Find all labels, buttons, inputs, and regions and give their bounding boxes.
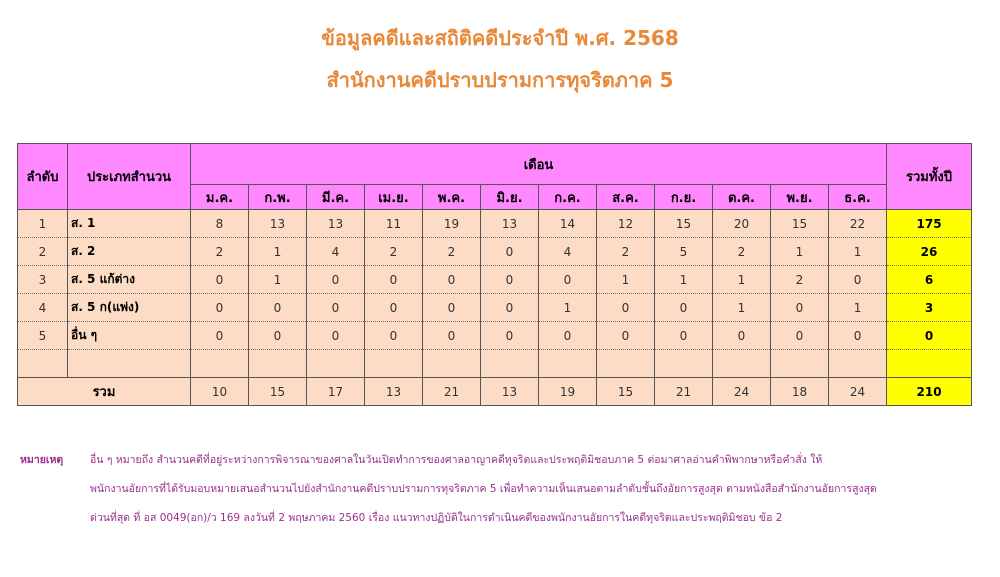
footnote-line-2: พนักงานอัยการที่ได้รับมอบหมายเสนอสำนวนไปยังสำนักงานคดีปราบปรามการทุจริตภาค 5 เพื่อทำความเห็นเสนอตามลำดับชั้นถึงอัยการสูงสุด ตามหนังสือสำนักงานอัยการสูงสุด (90, 483, 877, 495)
empty-cell (191, 350, 249, 378)
month-value: 14 (539, 210, 597, 238)
month-value: 5 (655, 238, 713, 266)
sum-value: 10 (191, 378, 249, 406)
month-header: ส.ค. (597, 185, 655, 210)
footnote-line-1: อื่น ๆ หมายถึง สำนวนคดีที่อยู่ระหว่างการพิจารณาของศาลในวันเปิดทำการของศาลอาญาคดีทุจริตและประพฤติมิชอบภาค 5 ต่อมาศาลอ่านคำพิพากษาหรือคำสั่ง ให้ (90, 454, 823, 466)
row-type: ส. 5 แก้ต่าง (68, 266, 191, 294)
month-value: 0 (771, 322, 829, 350)
col-header-total: รวมทั้งปี (887, 144, 972, 210)
month-value: 19 (423, 210, 481, 238)
month-value: 11 (365, 210, 423, 238)
month-header: ก.ย. (655, 185, 713, 210)
row-type: ส. 5 ก(แพ่ง) (68, 294, 191, 322)
table-row (18, 266, 972, 294)
month-header: พ.ค. (423, 185, 481, 210)
col-header-month-group: เดือน (191, 144, 887, 185)
sum-value: 18 (771, 378, 829, 406)
header-row (18, 144, 972, 185)
row-no: 2 (18, 238, 68, 266)
month-value: 0 (481, 266, 539, 294)
table-row (18, 322, 972, 350)
month-value: 20 (713, 210, 771, 238)
row-no: 1 (18, 210, 68, 238)
month-value: 2 (365, 238, 423, 266)
table-row (18, 238, 972, 266)
sum-value: 13 (481, 378, 539, 406)
month-value: 0 (191, 322, 249, 350)
month-header: พ.ย. (771, 185, 829, 210)
empty-cell (597, 350, 655, 378)
empty-cell (481, 350, 539, 378)
month-value: 0 (307, 294, 365, 322)
sum-value: 15 (597, 378, 655, 406)
row-total: 3 (887, 294, 972, 322)
month-value: 0 (481, 238, 539, 266)
month-value: 13 (307, 210, 365, 238)
row-type: ส. 2 (68, 238, 191, 266)
empty-cell (365, 350, 423, 378)
empty-cell (249, 350, 307, 378)
month-header: ก.พ. (249, 185, 307, 210)
month-value: 4 (539, 238, 597, 266)
empty-cell (713, 350, 771, 378)
empty-cell (68, 350, 191, 378)
month-value: 0 (829, 322, 887, 350)
row-type: ส. 1 (68, 210, 191, 238)
month-value: 1 (713, 266, 771, 294)
month-value: 0 (539, 266, 597, 294)
col-header-type: ประเภทสำนวน (68, 144, 191, 210)
row-no: 4 (18, 294, 68, 322)
month-value: 1 (655, 266, 713, 294)
month-value: 0 (191, 266, 249, 294)
month-value: 1 (771, 238, 829, 266)
col-header-no: ลำดับ (18, 144, 68, 210)
month-value: 2 (713, 238, 771, 266)
month-value: 0 (481, 294, 539, 322)
month-value: 0 (191, 294, 249, 322)
sum-total: 210 (887, 378, 972, 406)
empty-cell (539, 350, 597, 378)
sum-value: 24 (829, 378, 887, 406)
month-value: 0 (423, 266, 481, 294)
month-value: 0 (249, 294, 307, 322)
sum-value: 17 (307, 378, 365, 406)
month-value: 8 (191, 210, 249, 238)
row-type: อื่น ๆ (68, 322, 191, 350)
page-title: ข้อมูลคดีและสถิติคดีประจำปี พ.ศ. 2568 (321, 26, 679, 50)
row-total: 0 (887, 322, 972, 350)
month-value: 1 (249, 266, 307, 294)
month-value: 13 (249, 210, 307, 238)
row-no: 5 (18, 322, 68, 350)
sum-row (18, 378, 972, 406)
month-value: 0 (597, 322, 655, 350)
row-total: 6 (887, 266, 972, 294)
month-value: 0 (307, 266, 365, 294)
month-value: 1 (597, 266, 655, 294)
month-value: 0 (307, 322, 365, 350)
month-header: เม.ย. (365, 185, 423, 210)
month-value: 0 (713, 322, 771, 350)
month-value: 0 (249, 322, 307, 350)
month-value: 2 (771, 266, 829, 294)
month-value: 1 (713, 294, 771, 322)
empty-cell (771, 350, 829, 378)
sum-value: 21 (423, 378, 481, 406)
empty-cell (423, 350, 481, 378)
month-value: 0 (539, 322, 597, 350)
table-row (18, 210, 972, 238)
footnote-label: หมายเหตุ (20, 454, 64, 466)
empty-row (18, 350, 972, 378)
empty-cell (18, 350, 68, 378)
sum-value: 13 (365, 378, 423, 406)
row-no: 3 (18, 266, 68, 294)
month-value: 0 (829, 266, 887, 294)
month-value: 0 (771, 294, 829, 322)
month-value: 1 (829, 238, 887, 266)
month-value: 4 (307, 238, 365, 266)
sum-value: 21 (655, 378, 713, 406)
month-value: 22 (829, 210, 887, 238)
month-value: 0 (365, 322, 423, 350)
month-value: 0 (481, 322, 539, 350)
month-value: 1 (249, 238, 307, 266)
empty-cell (829, 350, 887, 378)
month-value: 0 (423, 294, 481, 322)
month-value: 0 (365, 294, 423, 322)
month-header: มี.ค. (307, 185, 365, 210)
empty-cell (307, 350, 365, 378)
footnote (20, 446, 970, 533)
month-value: 15 (771, 210, 829, 238)
row-total: 175 (887, 210, 972, 238)
month-value: 0 (655, 322, 713, 350)
sum-value: 19 (539, 378, 597, 406)
month-value: 2 (423, 238, 481, 266)
month-value: 0 (597, 294, 655, 322)
empty-cell (887, 350, 972, 378)
month-value: 0 (423, 322, 481, 350)
month-header: ม.ค. (191, 185, 249, 210)
sum-label: รวม (18, 378, 191, 406)
sum-value: 15 (249, 378, 307, 406)
month-header: มิ.ย. (481, 185, 539, 210)
month-header: ต.ค. (713, 185, 771, 210)
statistics-table (17, 143, 972, 406)
month-value: 12 (597, 210, 655, 238)
month-header: ธ.ค. (829, 185, 887, 210)
month-header: ก.ค. (539, 185, 597, 210)
month-value: 2 (191, 238, 249, 266)
month-value: 0 (365, 266, 423, 294)
month-value: 2 (597, 238, 655, 266)
sum-value: 24 (713, 378, 771, 406)
month-value: 13 (481, 210, 539, 238)
footnote-line-3: ด่วนที่สุด ที่ อส 0049(อก)/ว 169 ลงวันที่ 2 พฤษภาคม 2560 เรื่อง แนวทางปฏิบัติในการดำเนินคดีของพนักงานอัยการในคดีทุจริตและประพฤติมิชอบ ข้อ 2 (90, 512, 783, 524)
table-row (18, 294, 972, 322)
month-value: 1 (829, 294, 887, 322)
page-subtitle: สำนักงานคดีปราบปรามการทุจริตภาค 5 (326, 68, 674, 92)
empty-cell (655, 350, 713, 378)
row-total: 26 (887, 238, 972, 266)
month-value: 15 (655, 210, 713, 238)
month-value: 0 (655, 294, 713, 322)
month-value: 1 (539, 294, 597, 322)
